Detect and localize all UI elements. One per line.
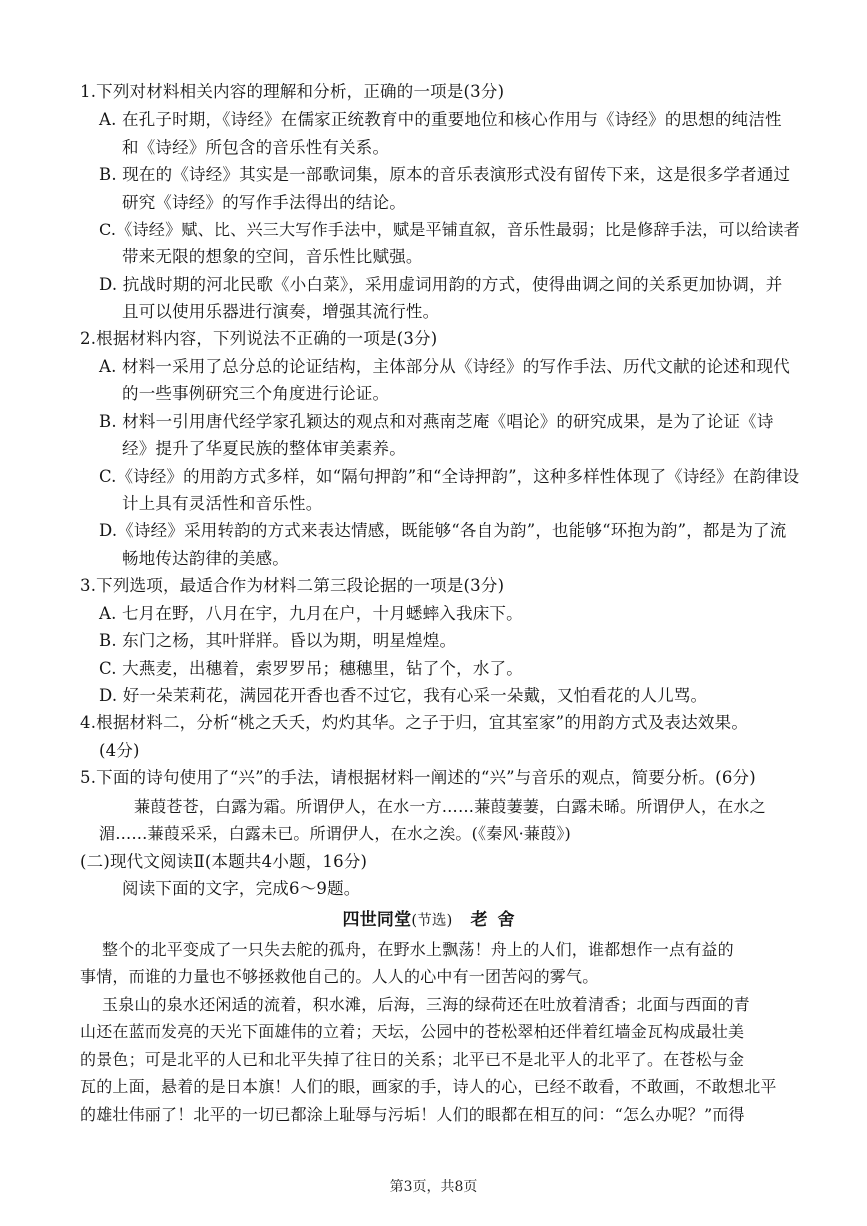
q1-option-d: D. 抗战时期的河北民歌《小白菜》，采用虚词用韵的方式，使得曲调之间的关系更加协调，并 (99, 275, 783, 294)
passage-title: 四世同堂 (342, 910, 412, 930)
section-heading: (二)现代文阅读Ⅱ(本题共4小题，16分) (80, 852, 368, 871)
q1-option-b: B. 现在的《诗经》其实是一部歌词集，原本的音乐表演形式没有留传下来，这是很多学者通过 (99, 165, 791, 184)
section-instruction: 阅读下面的文字，完成6～9题。 (122, 879, 361, 898)
q3-option-b: B. 东门之杨，其叶牂牂。昏以为期，明星煌煌。 (99, 631, 457, 650)
passage-title-line (0, 908, 867, 933)
q2-stem: 2.根据材料内容，下列说法不正确的一项是(3分) (80, 329, 438, 348)
q1-option-a: A. 在孔子时期，《诗经》在儒家正统教育中的重要地位和核心作用与《诗经》的思想的纯洁性 (99, 110, 782, 129)
q4-stem: 4.根据材料二，分析“桃之夭夭，灼灼其华。之子于归，宜其室家”的用韵方式及表达效果。 (80, 713, 749, 732)
q5-stem: 5.下面的诗句使用了“兴”的手法，请根据材料一阐述的“兴”与音乐的观点，简要分析。(6分) (80, 768, 756, 787)
q1-option-b-cont: 研究《诗经》的写作手法得出的结论。 (122, 193, 406, 212)
q1-option-d-cont: 且可以使用乐器进行演奏，增强其流行性。 (122, 302, 440, 321)
passage-line-1: 整个的北平变成了一只失去舵的孤舟，在野水上飘荡！舟上的人们，谁都想作一点有益的 (102, 940, 734, 959)
q2-option-d: D.《诗经》采用转韵的方式来表达情感，既能够“各自为韵”，也能够“环抱为韵”，都是为了流 (99, 521, 787, 540)
q2-option-a: A. 材料一采用了总分总的论证结构，主体部分从《诗经》的写作手法、历代文献的论述和现代 (99, 357, 791, 376)
q3-option-d: D. 好一朵茉莉花，满园花开香也香不过它，我有心采一朵戴，又怕看花的人儿骂。 (99, 686, 708, 705)
passage-subtitle: (节选) (411, 913, 453, 929)
passage-line-3: 玉泉山的泉水还闲适的流着，积水滩，后海，三海的绿荷还在吐放着清香；北面与西面的青 (102, 995, 751, 1014)
q2-option-c: C.《诗经》的用韵方式多样，如“隔句押韵”和“全诗押韵”，这种多样性体现了《诗经》在韵律设 (99, 467, 800, 486)
q5-poem-line-1: 蒹葭苍苍，白露为霜。所谓伊人，在水一方……蒹葭萋萋，白露未晞。所谓伊人，在水之 (134, 797, 766, 816)
passage-line-5: 的景色；可是北平的人已和北平失掉了往日的关系；北平已不是北平人的北平了。在苍松与金 (80, 1050, 745, 1069)
passage-line-2: 事情，而谁的力量也不够拯救他自己的。人人的心中有一团苦闷的雾气。 (80, 967, 599, 986)
q1-option-c-cont: 带来无限的想象的空间，音乐性比赋强。 (122, 247, 423, 266)
q1-stem: 1.下列对材料相关内容的理解和分析，正确的一项是(3分) (80, 82, 505, 101)
passage-author: 老舍 (470, 910, 525, 930)
q1-option-a-cont: 和《诗经》所包含的音乐性有关系。 (122, 138, 390, 157)
q1-option-c: C.《诗经》赋、比、兴三大写作手法中，赋是平铺直叙，音乐性最弱；比是修辞手法，可以给读者 (99, 220, 800, 239)
q2-option-c-cont: 计上具有灵活性和音乐性。 (122, 494, 323, 513)
page-number: 第3页，共8页 (389, 1179, 478, 1195)
passage-line-6: 瓦的上面，悬着的是日本旗！人们的眼，画家的手，诗人的心，已经不敢看，不敢画，不敢想北平 (80, 1077, 777, 1096)
passage-line-7: 的雄壮伟丽了！北平的一切已都涂上耻辱与污垢！人们的眼都在相互的问：“怎么办呢？”而得 (80, 1105, 745, 1124)
q2-option-b: B. 材料一引用唐代经学家孔颖达的观点和对燕南芝庵《唱论》的研究成果，是为了论证《诗 (99, 412, 774, 431)
q2-option-a-cont: 的一些事例研究三个角度进行论证。 (122, 384, 390, 403)
q2-option-b-cont: 经》提升了华夏民族的整体审美素养。 (122, 439, 406, 458)
q4-score: (4分) (99, 741, 140, 760)
passage-line-4: 山还在蓝而发亮的天光下面雄伟的立着；天坛，公园中的苍松翠柏还伴着红墙金瓦构成最壮美 (80, 1022, 745, 1041)
q5-poem-line-2: 湄……蒹葭采采，白露未已。所谓伊人，在水之涘。(《秦风·蒹葭》) (99, 824, 571, 843)
q3-option-a: A. 七月在野，八月在宇，九月在户，十月蟋蟀入我床下。 (99, 604, 523, 623)
q2-option-d-cont: 畅地传达韵律的美感。 (122, 549, 289, 568)
q3-stem: 3.下列选项，最适合作为材料二第三段论据的一项是(3分) (80, 576, 505, 595)
q3-option-c: C. 大燕麦，出穗着，索罗罗吊；穗穗里，钻了个，水了。 (99, 659, 523, 678)
